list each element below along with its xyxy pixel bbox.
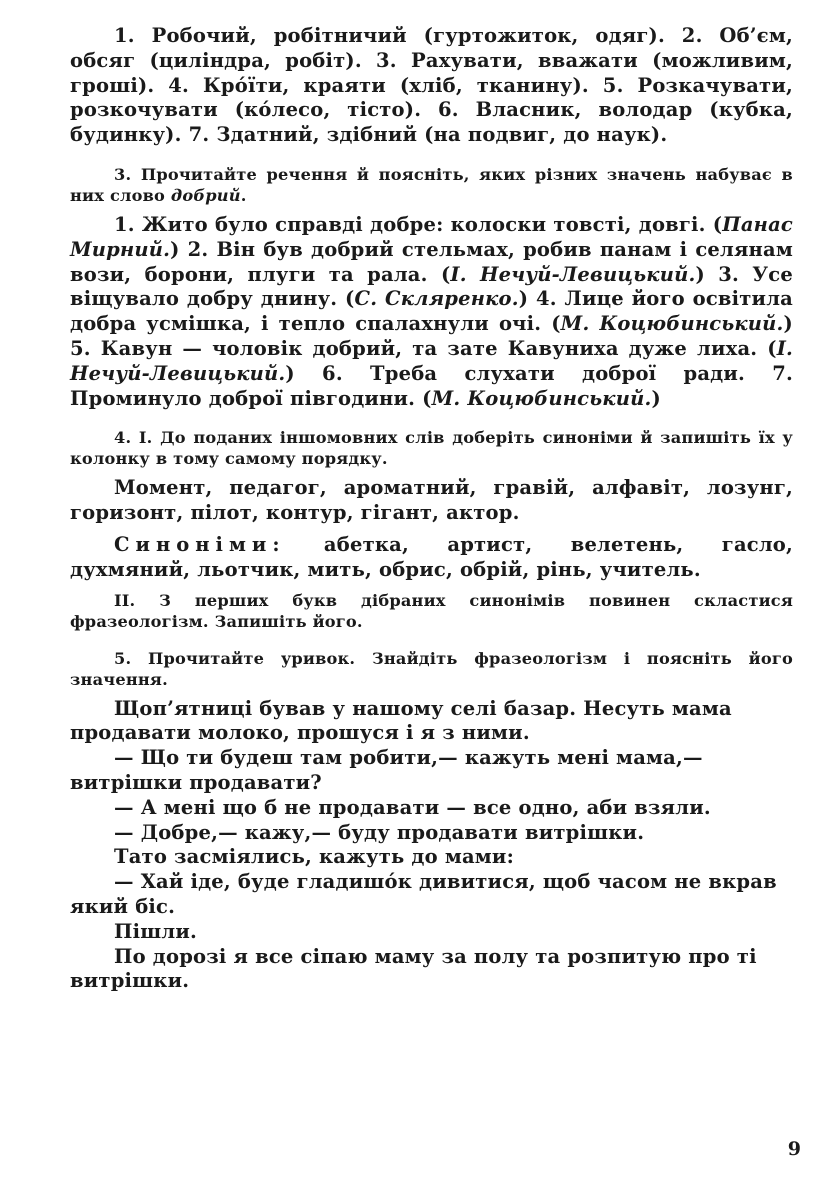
- sentence-text: ) 6. Треба слухати доброї ради. 7. Проминуло доброї півгодини. (: [70, 361, 793, 410]
- excerpt-line: Пішли.: [114, 919, 197, 943]
- sentence-text: ) 2. Він був добрий стельмах, робив панам і селянам вози, борони, плуги та рала. (: [70, 237, 793, 286]
- task-4-part-2-instruction: ІІ. З перших букв дібраних синонімів повинен скластися фразеологізм. Запишіть його.: [70, 590, 793, 631]
- task-4-words: Момент, педагог, ароматний, гравій, алфавіт, лозунг, горизонт, пілот, контур, гігант, актор.: [70, 476, 793, 525]
- synonyms-label: Синоніми:: [114, 532, 286, 556]
- author-citation: Панас Мирний.: [70, 212, 793, 261]
- excerpt-line: Тато засміялись, кажуть до мами:: [114, 845, 514, 869]
- author-citation: І. Нечуй-Левицький.: [70, 336, 793, 385]
- excerpt-line: — Хай іде, буде гладишо́к дивитися, щоб часом не вкрав який біс.: [70, 870, 777, 918]
- answer-list-paragraph: 1. Робочий, робітничий (гуртожиток, одяг). 2. Об’єм, обсяг (циліндра, робіт). 3. Рахувати, вважати (можливим, гроші). 4. Кро́їти, краяти (хліб, тканину). 5. Розкачувати, розкочувати (ко́лесо, тісто). 6. Власник, володар (кубка, будинку). 7. Здатний, здібний (на подвиг, до наук).: [70, 24, 793, 147]
- excerpt-line: По дорозі я все сіпаю маму за полу та розпитую про ті витрішки.: [70, 944, 757, 993]
- task-5-instruction: 5. Прочитайте уривок. Знайдіть фразеологізм і поясніть його значення.: [70, 648, 793, 689]
- task-4-synonyms: [70, 533, 793, 583]
- keyword-dobryi: добрий: [170, 185, 241, 205]
- excerpt-line: Щоп’ятниці бував у нашому селі базар. Несуть мама продавати молоко, прошуся і я з ними.: [70, 696, 732, 745]
- page-number: 9: [787, 1138, 801, 1160]
- sentence-text: ) 3. Усе віщувало добру днину. (: [70, 262, 793, 311]
- author-citation: М. Коцюбинський.: [431, 386, 652, 410]
- author-citation: С. Скляренко.: [354, 287, 519, 311]
- synonyms-list: абетка, артист, велетень, гасло, духмяний, льотчик, мить, обрис, обрій, рінь, учитель.: [70, 532, 793, 581]
- excerpt-line: — Що ти будеш там робити,— кажуть мені мама,— витрішки продавати?: [70, 746, 703, 794]
- sentence-text: 1. Жито було справді добре: колоски товсті, довгі. (: [114, 212, 723, 236]
- task-5-excerpt: [70, 697, 793, 995]
- sentence-text: ) 4. Лице його освітила добра усмішка, і тепло спалахнули очі. (: [70, 287, 793, 336]
- sentence-text: ): [651, 386, 661, 410]
- author-citation: М. Коцюбинський.: [560, 312, 784, 336]
- task-3-instruction-end: .: [240, 185, 247, 205]
- task-4-instruction: 4. І. До поданих іншомовних слів доберіть синоніми й запишіть їх у колонку в тому самому порядку.: [70, 428, 793, 469]
- task-3-sentences: [70, 213, 793, 411]
- author-citation: І. Нечуй-Левицький.: [450, 262, 696, 286]
- excerpt-line: — А мені що б не продавати — все одно, аби взяли.: [114, 795, 711, 819]
- task-3-instruction-text: 3. Прочитайте речення й поясніть, яких різних значень набуває в них слово: [70, 164, 793, 205]
- task-3-instruction: [70, 164, 793, 206]
- sentence-text: ) 5. Кавун — чоловік добрий, та зате Кавуниха дуже лиха. (: [70, 312, 793, 360]
- excerpt-line: — Добре,— кажу,— буду продавати витрішки.: [114, 820, 645, 844]
